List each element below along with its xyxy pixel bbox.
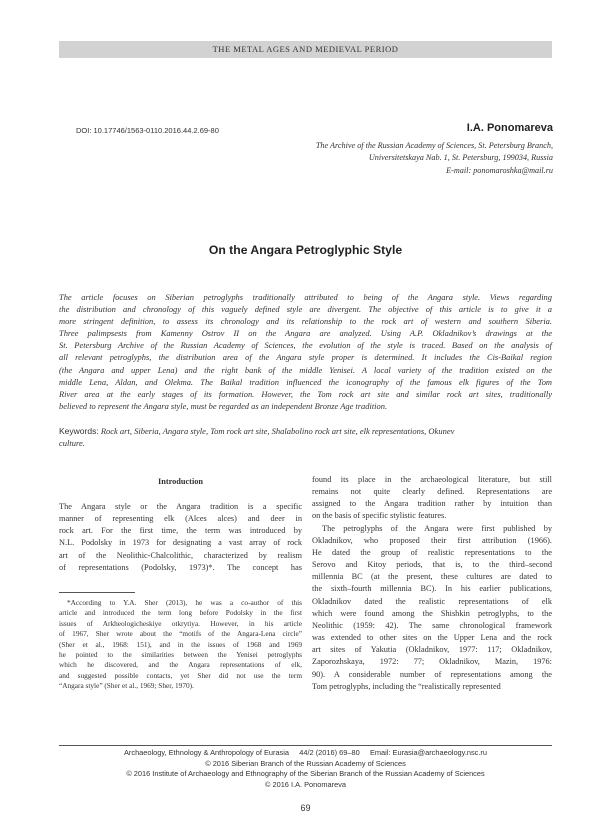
- abstract-line: believed to represent the Angara style, must be regarded as an independent Bronze Age tradition.: [59, 400, 388, 411]
- abstract-line: all relevant petroglyphs, the distribution area of the Angara style proper is determined. It includes the Cis-Baikal region: [59, 352, 552, 363]
- body-column-left: [59, 501, 302, 574]
- body-line: found its place in the archaeological literature, but still: [312, 475, 552, 484]
- body-line: was extended to other sites on the Upper Lena and the rock: [312, 633, 552, 643]
- abstract-line: The article focuses on Siberian petroglyphs traditionally attributed to being of the Angara style. Views regarding: [59, 292, 552, 302]
- body-line: The Angara style or the Angara tradition is a specific: [59, 502, 302, 511]
- body-column-right: [312, 474, 552, 693]
- footnote-divider: [59, 592, 135, 593]
- body-line: Tom petroglyphs, including the “realistically represented: [312, 681, 501, 691]
- body-line: on the basis of specific stylistic features.: [312, 511, 447, 521]
- author-email[interactable]: E-mail: ponomaroshka@mail.ru: [446, 165, 553, 175]
- author-name: I.A. Ponomareva: [466, 122, 553, 134]
- abstract-line: middle Lena, Aldan, and Olekma. The Baikal tradition influenced the iconography of the famous elk figures of the Tom: [59, 376, 552, 387]
- footnote-line: “Angara style” (Sher et al., 1969; Sher, 1970).: [59, 681, 194, 691]
- section-banner: THE METAL AGES AND MEDIEVAL PERIOD: [59, 41, 552, 58]
- body-line: assigned to the Angara tradition rather by intuition than: [312, 499, 552, 509]
- body-line: N.L. Podolsky in 1973 for designating a vast array of rock: [59, 538, 302, 548]
- article-title: On the Angara Petroglyphic Style: [208, 243, 403, 257]
- affiliation-line: Universitetskaya Nab. 1, St. Petersburg, 199034, Russia: [368, 153, 553, 163]
- page-number: 69: [300, 803, 311, 813]
- footnote-line: he pointed to the similarities between the Yenisei petroglyphs: [59, 650, 302, 660]
- abstract-line: the distribution and chronology of this vaguely defined style are divergent. The objective of this article is to give it a: [59, 304, 552, 315]
- body-line: Neolithic (1959: 42). The same chronological framework: [312, 620, 552, 630]
- abstract-line: St. Petersburg Archive of the Russian Academy of Sciences, the evolution of the style is traced. Based on the analysis of: [59, 340, 552, 351]
- journal-citation: Archaeology, Ethnology & Anthropology of Eurasia 44/2 (2016) 69–80 Email: Eurasia@archaeology.nsc.ru: [123, 748, 487, 757]
- body-line: rock art. For the first time, the term was introduced by: [59, 526, 302, 536]
- footnote-line: issues of Arkheologicheskiye otkrytiya. However, in his article: [59, 618, 302, 628]
- abstract-line: (the Angara and upper Lena) and the right bank of the middle Yenisei. A local variety of the tradition existed on the: [59, 364, 552, 375]
- footer-divider: [59, 745, 552, 746]
- body-line: Okladnikov dated the realistic representations of elk: [312, 596, 552, 606]
- body-line: 90). A considerable number of representations among the: [312, 669, 552, 679]
- footnote-line: *According to Y.A. Sher (2013), he was a co-author of this: [67, 598, 302, 607]
- abstract-line: River area at the early stages of its formation. However, the Tom rock art site and similar rock art sites, traditionally: [59, 388, 552, 399]
- copyright-line: © 2016 Siberian Branch of the Russian Academy of Sciences: [205, 758, 406, 768]
- footnote-line: of 1967, Sher wrote about the “motifs of the Angara-Lena circle”: [59, 629, 302, 639]
- body-line: Serovo and Kitoy periods, that is, to the third–second: [312, 560, 552, 570]
- keywords-label: Keywords:: [59, 426, 99, 436]
- copyright-line: © 2016 I.A. Ponomareva: [264, 779, 347, 789]
- body-line: manner of representing elk (Alces alces) and deer in: [59, 514, 302, 524]
- footnote-line: (Sher et al., 1968: 151), and in the issues of 1968 and 1969: [59, 639, 302, 649]
- body-line: the sixth–fourth millennia BC). In his earlier publications,: [312, 584, 552, 594]
- abstract: [59, 291, 552, 412]
- footnote-line: article and introduced the term long before Podolsky in the first: [59, 608, 302, 618]
- keywords-text: Rock art, Siberia, Angara style, Tom rock art site, Shalabolino rock art site, elk representations, Okunev: [100, 426, 455, 436]
- body-line: which were found among the Shishkin petroglyphs, to the: [312, 608, 552, 618]
- body-line: Zaporozhskaya, 1972: 77; Okladnikov, Mazin, 1976:: [312, 657, 552, 667]
- keywords-text: culture.: [59, 438, 85, 449]
- body-line: of representations (Podolsky, 1973)*. The concept has: [59, 562, 302, 572]
- footnote-line: and suggested possible contacts, yet Sher did not use the term: [59, 670, 302, 680]
- body-line: millennia BC (at the present, these cultures are dated to: [312, 572, 552, 582]
- keywords: [59, 425, 552, 449]
- footnote: [59, 598, 302, 692]
- body-line: He dated the group of realistic representations to the: [312, 547, 552, 557]
- body-line: art of the Neolithic-Chalcolithic, characterized by realism: [59, 550, 302, 560]
- author-affiliation: [193, 140, 553, 177]
- section-heading-introduction: Introduction: [157, 477, 204, 486]
- footnote-line: which he discovered, and the Angara representations of elk,: [59, 660, 302, 670]
- body-line: remains not quite clearly defined. Representations are: [312, 487, 552, 497]
- abstract-line: Three palimpsests from Kamenny Ostrov II on the Angara are analyzed. Using A.P. Okladnikov’s drawings at the: [59, 328, 552, 339]
- copyright-line: © 2016 Institute of Archaeology and Ethnography of the Siberian Branch of the Russian Academy of Sciences: [126, 769, 485, 779]
- body-line: The petroglyphs of the Angara were first published by: [322, 523, 552, 533]
- doi-text[interactable]: DOI: 10.17746/1563-0110.2016.44.2.69-80: [76, 126, 219, 135]
- body-line: Okladnikov, who proposed their first attribution (1966).: [312, 535, 552, 545]
- affiliation-line: The Archive of the Russian Academy of Sciences, St. Petersburg Branch,: [315, 141, 553, 150]
- journal-info: [0, 748, 611, 790]
- body-line: art sites of Yakutia (Okladnikov, 1977: 117; Okladnikov,: [312, 645, 552, 655]
- abstract-line: more stringent definition, to assess its chronology and its relationship to the rock art of western and southern Siberia.: [59, 316, 552, 327]
